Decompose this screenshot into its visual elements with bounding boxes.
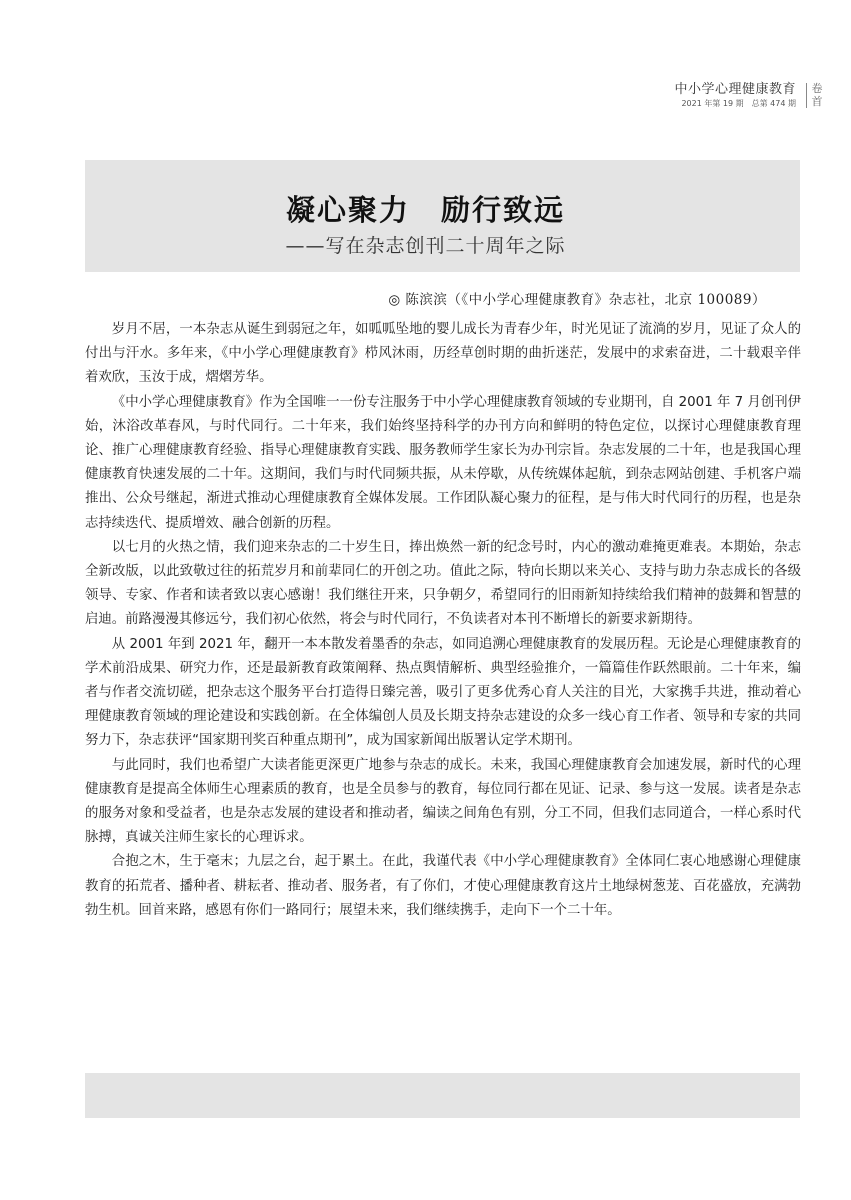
header-text [674, 82, 802, 109]
author-byline: ◎ 陈滨滨（《中小学心理健康教育》杂志社，北京 100089） [388, 292, 766, 308]
paragraph: 合抱之木，生于毫末；九层之台，起于累土。在此，我谨代表《中小学心理健康教育》全体同仁衷心地感谢心理健康教育的拓荒者、播种者、耕耘者、推动者、服务者，有了你们，才使心理健康教育这片土地绿树葱茏、百花盛放，充满勃勃生机。回首来路，感恩有你们一路同行；展望未来，我们继续携手，走向下一个二十年。 [85, 854, 801, 918]
article-title: 凝心聚力 励行致远 [285, 193, 565, 227]
header-divider [806, 83, 807, 108]
paragraph: 与此同时，我们也希望广大读者能更深更广地参与杂志的成长。未来，我国心理健康教育会加速发展，新时代的心理健康教育是提高全体师生心理素质的教育，也是全员参与的教育，每位同行都在见证、记录、参与这一发展。读者是杂志的服务对象和受益者，也是杂志发展的建设者和推动者，编读之间角色有别，分工不同，但我们志同道合，一样心系时代脉搏，真诚关注师生家长的心理诉求。 [85, 757, 801, 846]
footer-band [85, 1073, 800, 1118]
section-label: 卷首 [811, 82, 823, 108]
journal-name: 中小学心理健康教育 [674, 82, 796, 97]
paragraph: 以七月的火热之情，我们迎来杂志的二十岁生日，捧出焕然一新的纪念号时，内心的激动难掩更难表。本期始，杂志全新改版，以此致敬过往的拓荒岁月和前辈同仁的开创之功。值此之际，特向长期以来关心、支持与助力杂志成长的各级领导、专家、作者和读者致以衷心感谢！我们继往开来，只争朝夕，希望同行的旧雨新知持续给我们精神的鼓舞和智慧的启迪。前路漫漫其修远兮，我们初心依然，将会与时代同行，不负读者对本刊不断增长的新要求新期待。 [85, 539, 801, 628]
paragraph: 从 2001 年到 2021 年，翻开一本本散发着墨香的杂志，如同追溯心理健康教育的发展历程。无论是心理健康教育的学术前沿成果、研究力作，还是最新教育政策阐释、热点舆情解析、典型经验推介，一篇篇佳作跃然眼前。二十年来，编者与作者交流切磋，把杂志这个服务平台打造得日臻完善，吸引了更多优秀心育人关注的目光，大家携手共进，推动着心理健康教育领域的理论建设和实践创新。在全体编创人员及长期支持杂志建设的众多一线心育工作者、领导和专家的共同努力下，杂志获评“国家期刊奖百种重点期刊”，成为国家新闻出版署认定学术期刊。 [85, 636, 801, 749]
paragraph: 《中小学心理健康教育》作为全国唯一一份专注服务于中小学心理健康教育领域的专业期刊，自 2001 年 7 月创刊伊始，沐浴改革春风，与时代同行。二十年来，我们始终坚持科学的办刊方向和鲜明的特色定位，以探讨心理健康教育理论、推广心理健康教育经验、指导心理健康教育实践、服务教师学生家长为办刊宗旨。杂志发展的二十年，也是我国心理健康教育快速发展的二十年。这期间，我们与时代同频共振，从未停歇，从传统媒体起航，到杂志网站创建、手机客户端推出、公众号继起，渐进式推动心理健康教育全媒体发展。工作团队凝心聚力的征程，是与伟大时代同行的历程，也是杂志持续迭代、提质增效、融合创新的历程。 [85, 394, 801, 531]
article-body [85, 318, 801, 923]
paragraph: 岁月不居，一本杂志从诞生到弱冠之年，如呱呱坠地的婴儿成长为青春少年，时光见证了流淌的岁月，见证了众人的付出与汗水。多年来，《中小学心理健康教育》栉风沐雨，历经草创时期的曲折迷茫，发展中的求索奋进，二十载艰辛伴着欢欣，玉汝于成，熠熠芳华。 [85, 322, 801, 386]
issue-info: 2021 年第 19 期 总第 474 期 [681, 99, 796, 108]
running-header [674, 82, 823, 109]
article-subtitle: ——写在杂志创刊二十周年之际 [285, 235, 566, 257]
